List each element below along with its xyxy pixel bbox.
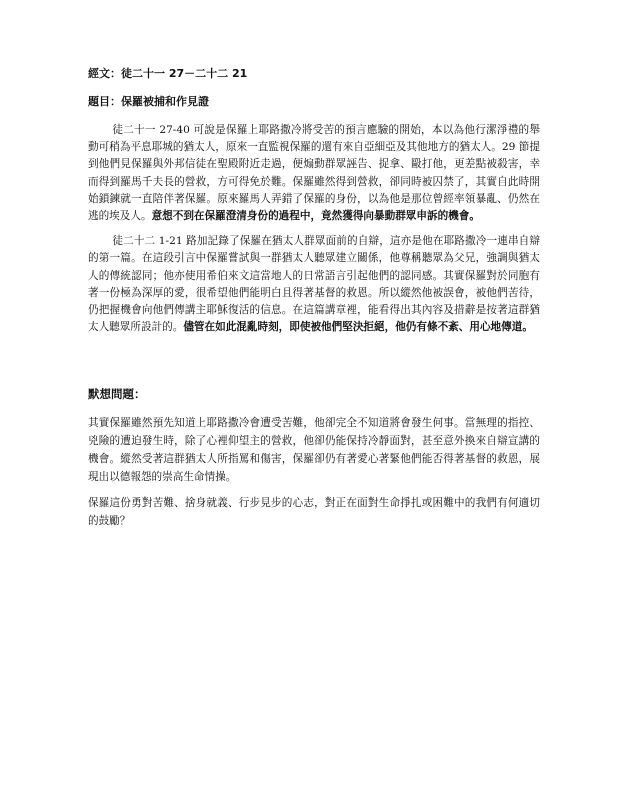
paragraph-arrest-emphasis: 意想不到在保羅澄清身份的過程中，竟然獲得向暴動群眾申訴的機會。 bbox=[151, 210, 480, 223]
paragraph-defense bbox=[88, 233, 540, 336]
reflection-question: 保羅這份勇對苦難、捨身就義、行步見步的心志，對正在面對生命掙扎或困難中的我們有何適切的鼓勵？ bbox=[88, 497, 540, 528]
document-page bbox=[88, 66, 540, 538]
paragraph-arrest bbox=[88, 122, 540, 225]
paragraph-defense-emphasis: 儘管在如此混亂時刻，即使被他們堅決拒絕，他仍有條不紊、用心地傳道。 bbox=[183, 321, 533, 334]
reflection-heading: 默想問題： bbox=[88, 387, 146, 402]
reflection-paragraph: 其實保羅雖然預先知道上耶路撒冷會遭受苦難，他卻完全不知道將會發生何事。當無理的指控、兇險的遭迫發生時，除了心裡仰望主的營救，他卻仍能保持冷靜面對，甚至意外換來自辯宣講的機會。縱然受著這群猶太人所指罵和傷害，保羅卻仍有著愛心著緊他們能否得著基督的救恩，展現出以德報怨的崇高生命情操。 bbox=[88, 417, 540, 484]
section-spacer bbox=[88, 344, 540, 386]
paragraph-arrest-text: 徒二十一 27-40 可說是保羅上耶路撒冷將受苦的預言應驗的開始，本以為他行潔淨禮的舉動可稍為平息耶城的猶太人，原來一直監視保羅的還有來自亞細亞及其他地方的猶太人。29 節提到他們見保羅與外邦信徒在聖殿附近走過，便煽動群眾誣告、捉拿、毆打他，更差點被殺害，幸而得到羅馬千夫長的營救，方可得免於難。保羅雖然得到營救，卻同時被囚禁了，其實自此時開始鎖鍊就一直陪伴著保羅。原來羅馬人弄錯了保羅的身份，以為他是那位曾經率領暴亂、仍然在逃的埃及人。 bbox=[88, 124, 540, 223]
paragraph-defense-text: 徒二十二 1-21 路加記錄了保羅在猶太人群眾面前的自辯，這亦是他在耶路撒冷一連串自辯的第一篇。在這段引言中保羅嘗試與一群猶太人聽眾建立關係，他尊稱聽眾為父兄，強調與猶太人的傳統認同；他亦使用希伯來文這當地人的日常語言引起他們的認同感。其實保羅對於同胞有著一份極為深厚的愛，很希望他們能明白且得著基督的救恩。所以縱然他被誤會，被他們苦待，仍把握機會向他們傳講主耶穌復活的信息。在這篇講章裡，能看得出其內容及措辭是按著這群猶太人聽眾所設計的。 bbox=[88, 235, 540, 334]
sermon-topic: 題目：保羅被捕和作見證 bbox=[88, 95, 209, 108]
scripture-reference: 經文：徒二十一 27－二十二 21 bbox=[88, 67, 248, 80]
